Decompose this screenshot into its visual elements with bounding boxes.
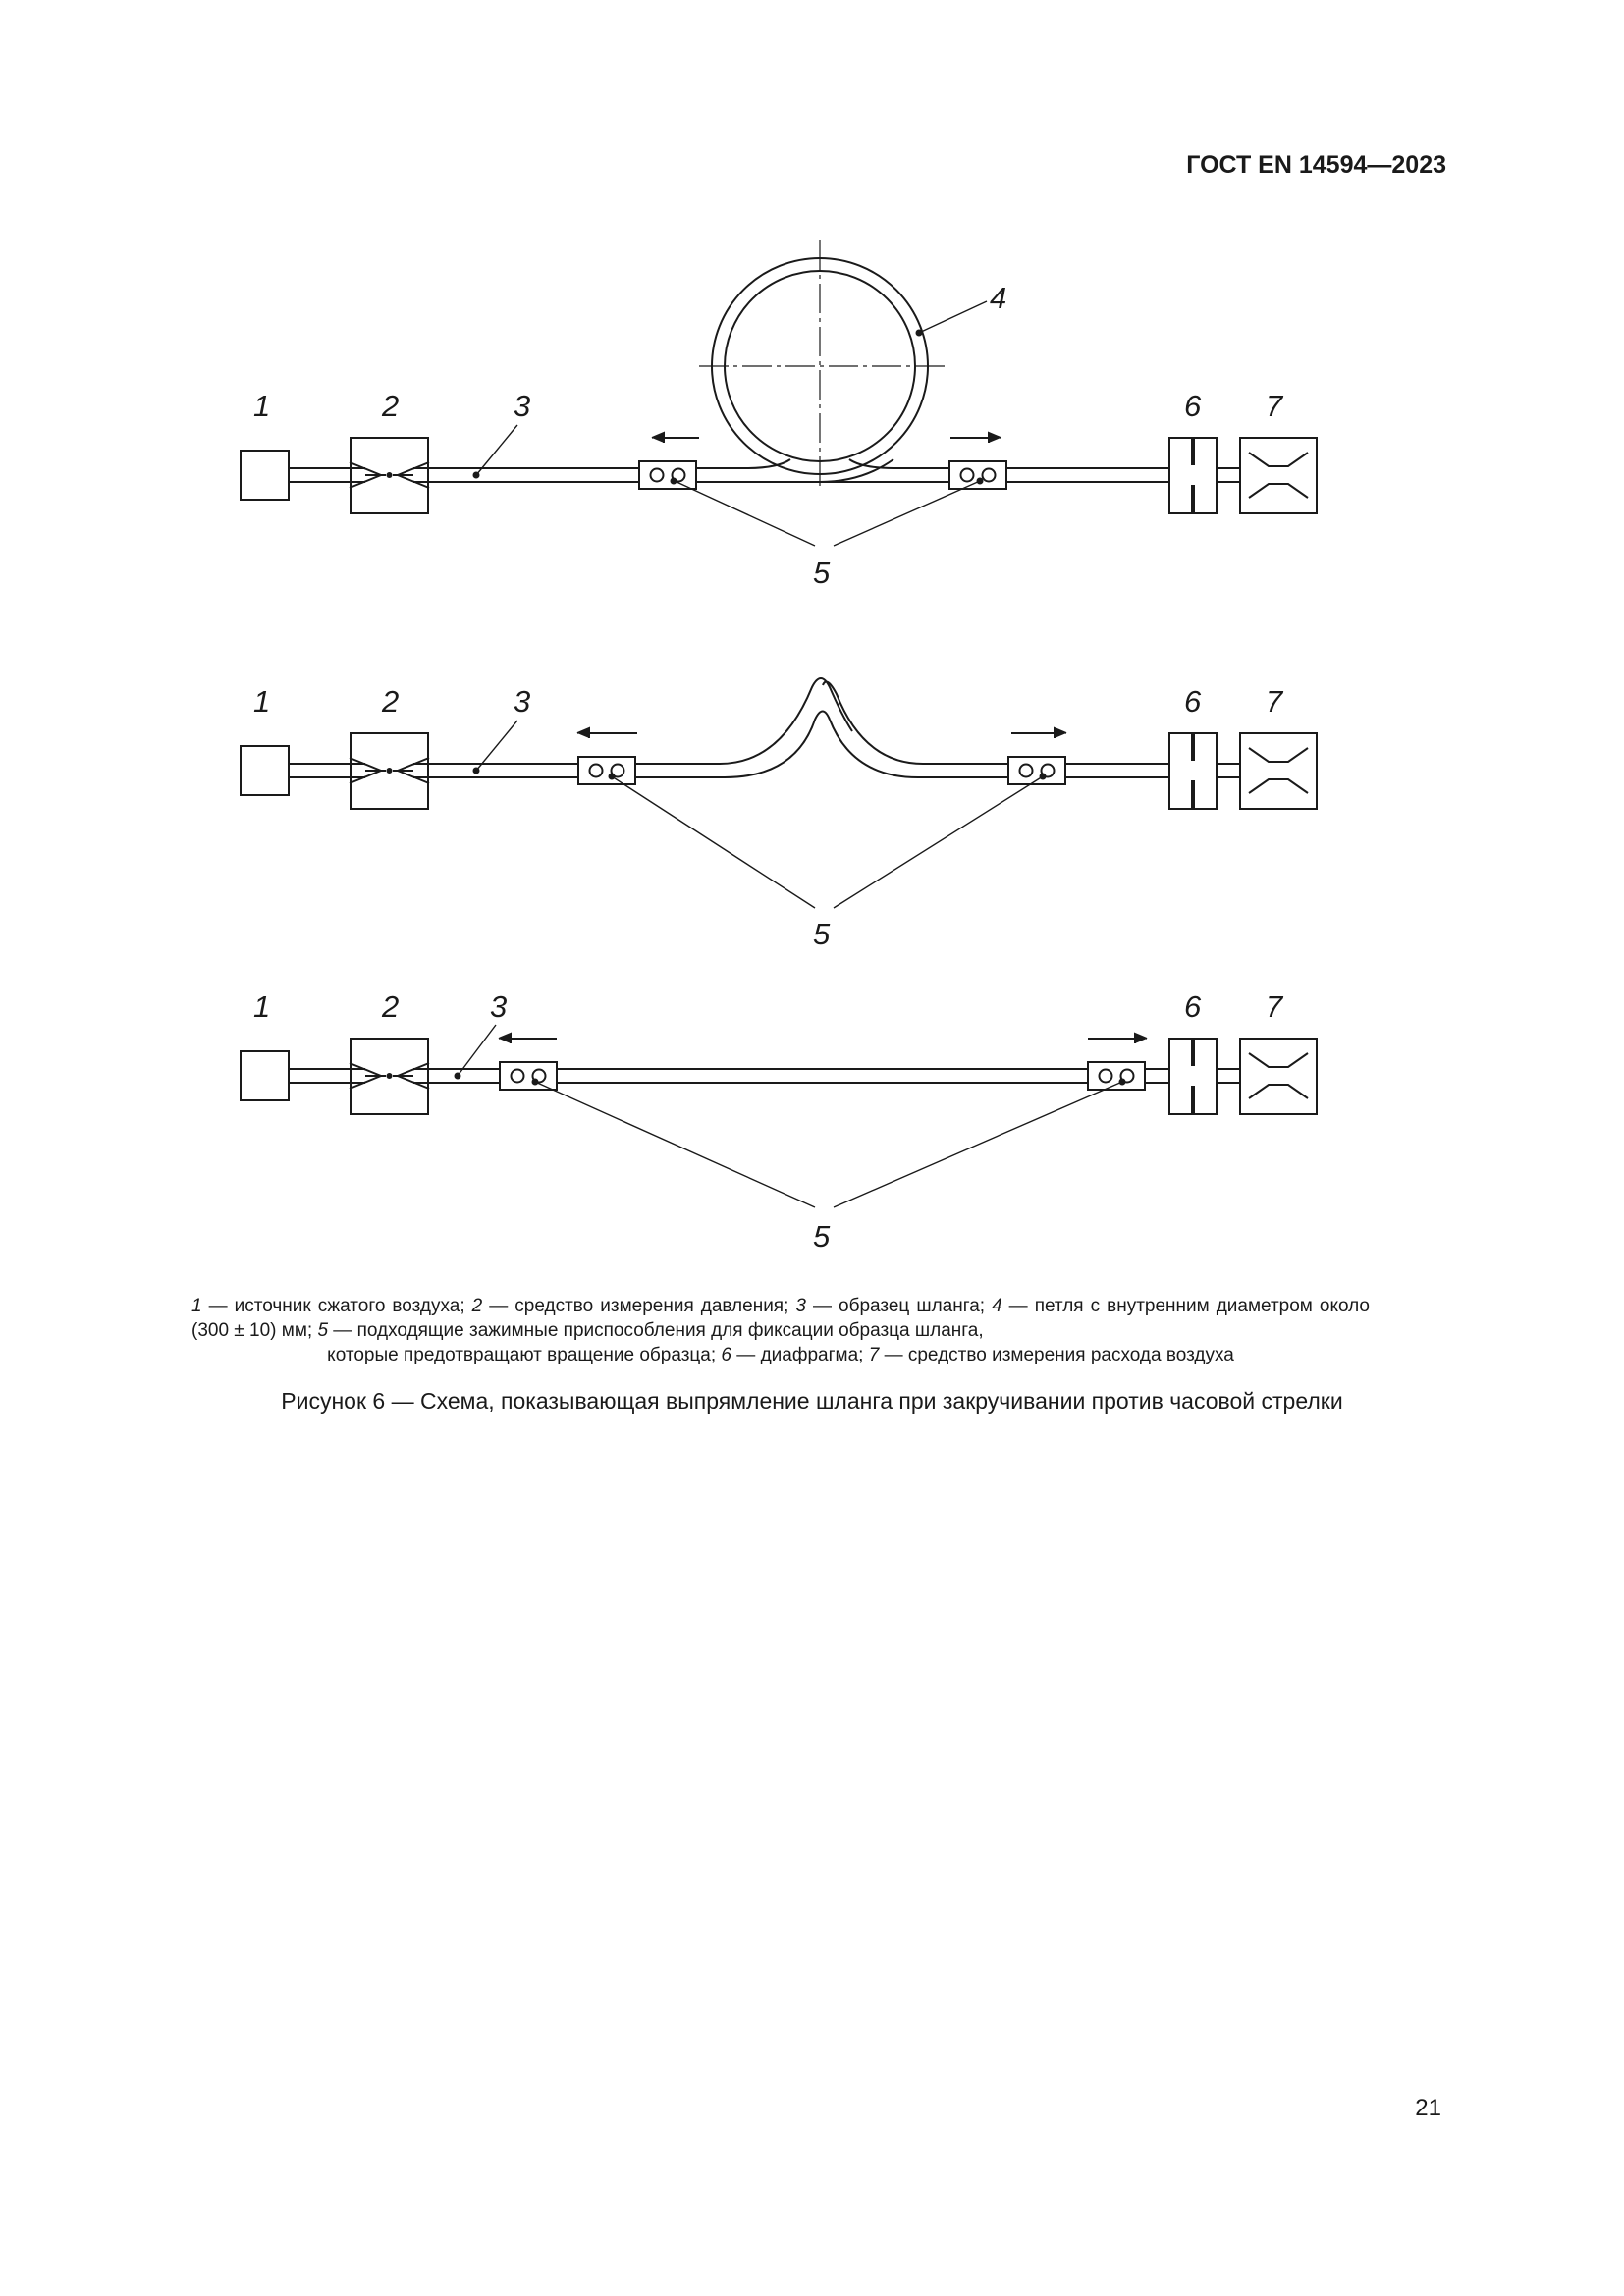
legend-item: 4 — петля с внутренним диаметром около (300 ± 10) мм;: [191, 1296, 1370, 1341]
label-7: 7: [1266, 684, 1283, 719]
row-1-hose: [428, 240, 1169, 491]
label-6: 6: [1184, 684, 1202, 719]
legend-last-line: которые предотвращают вращение образца; 6 — диафрагма; 7 — средство измерения расхода воздуха: [327, 1345, 1234, 1365]
legend-item: 3 — образец шланга;: [795, 1296, 993, 1316]
page-number: 21: [1415, 2095, 1441, 2121]
label-2: 2: [382, 389, 400, 423]
label-4: 4: [990, 281, 1007, 315]
legend-items: [191, 1296, 1370, 1341]
row-2: [241, 733, 1317, 809]
figure-legend: [191, 1294, 1370, 1367]
label-3: 3: [490, 989, 508, 1024]
label-3: 3: [514, 684, 531, 719]
document-header: ГОСТ EN 14594—2023: [1186, 151, 1446, 179]
label-7: 7: [1266, 989, 1283, 1024]
legend-item: 5 — подходящие зажимные приспособления для фиксации образца шланга,: [317, 1320, 984, 1341]
row-3: [241, 1039, 1317, 1114]
label-1: 1: [253, 389, 271, 423]
label-1: 1: [253, 989, 271, 1024]
label-2: 2: [382, 989, 400, 1024]
label-6: 6: [1184, 989, 1202, 1024]
label-2: 2: [382, 684, 400, 719]
label-1: 1: [253, 684, 271, 719]
label-5: 5: [813, 1219, 831, 1254]
figure-caption: Рисунок 6 — Схема, показывающая выпрямление шланга при закручивании против часовой стрелки: [281, 1388, 1343, 1414]
legend-item: 1 — источник сжатого воздуха;: [191, 1296, 472, 1316]
legend-item: 2 — средство измерения давления;: [471, 1296, 796, 1316]
label-5: 5: [813, 556, 831, 590]
label-6: 6: [1184, 389, 1202, 423]
label-3: 3: [514, 389, 531, 423]
label-7: 7: [1266, 389, 1283, 423]
label-5: 5: [813, 917, 831, 951]
row-1: [241, 438, 1317, 513]
